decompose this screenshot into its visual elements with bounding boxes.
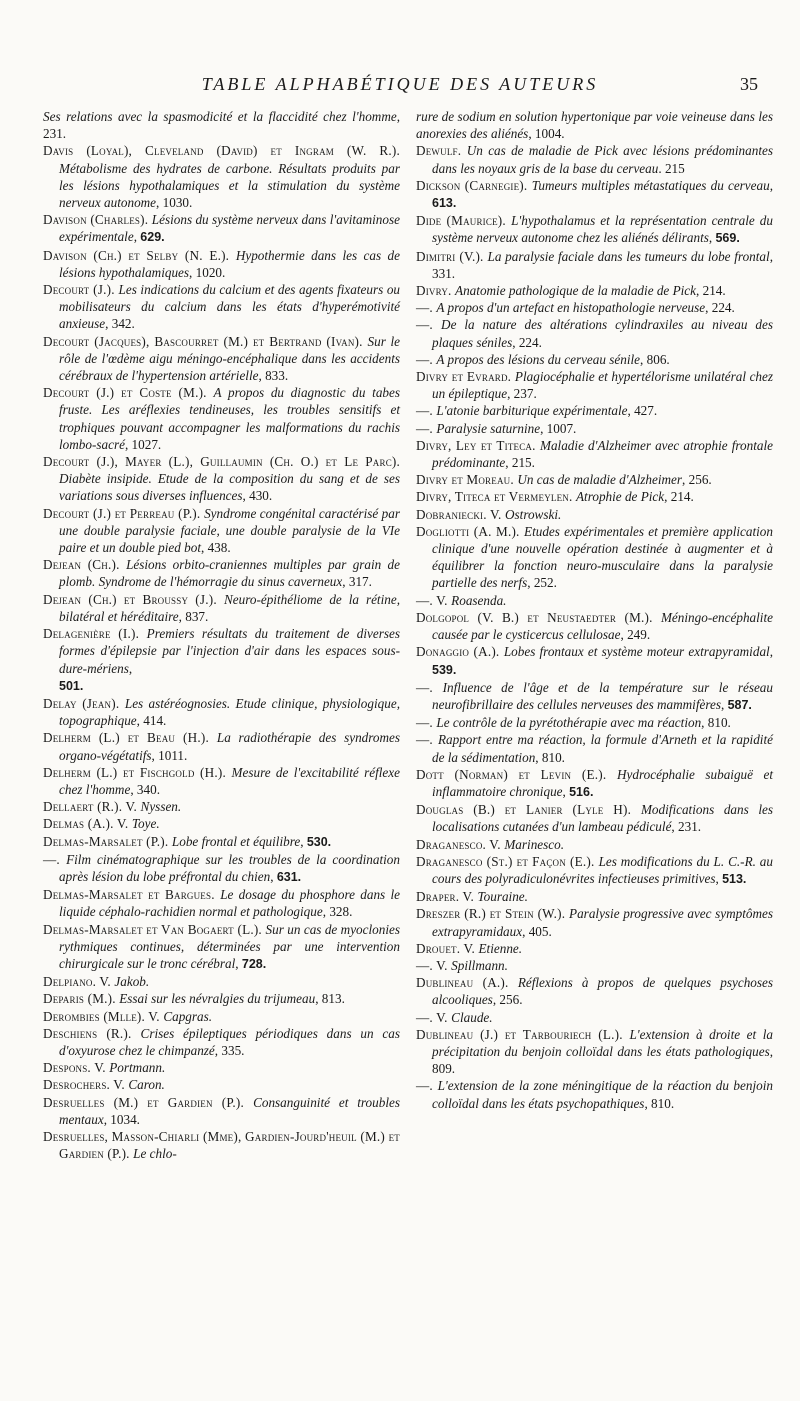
index-entry bbox=[43, 247, 400, 281]
index-entry bbox=[416, 679, 773, 714]
entry-page-ref: , 317. bbox=[342, 574, 372, 590]
index-entry bbox=[43, 815, 400, 832]
entry-page-ref: , 231. bbox=[671, 819, 702, 835]
entry-page-ref: , 224. bbox=[512, 334, 542, 350]
entry-title: A propos des lésions du cerveau sénile bbox=[436, 351, 641, 367]
page-number-bold: 569. bbox=[715, 231, 740, 246]
entry-author: Divry et Moreau. bbox=[416, 472, 518, 488]
page-number-bold: 728. bbox=[241, 956, 267, 971]
entry-title: Un cas de maladie d'Alzheimer bbox=[517, 472, 683, 488]
entry-title: Méningo-encéphalite causée par le cysticercus cellulosae bbox=[432, 609, 773, 643]
entry-title: Jakob. bbox=[114, 974, 150, 990]
index-entry bbox=[43, 695, 400, 729]
entry-page-ref: , 728. bbox=[235, 955, 267, 971]
entry-title: Lobe frontal et équilibre bbox=[171, 833, 301, 849]
entry-page-ref: , 631. bbox=[270, 868, 302, 884]
entry-title: Tumeurs multiples métastatiques du cerveau bbox=[531, 177, 770, 193]
index-entry bbox=[416, 766, 773, 801]
index-entry bbox=[43, 1094, 400, 1128]
entry-author: Dellaert (R.). V. bbox=[43, 799, 141, 815]
index-entry bbox=[416, 1026, 773, 1078]
entry-title: Le dosage du phosphore dans le liquide céphalo-rachidien normal et pathologique bbox=[59, 887, 400, 920]
index-entry bbox=[43, 973, 400, 990]
index-entry bbox=[43, 1076, 400, 1093]
index-entry bbox=[416, 801, 773, 835]
entry-title: Plagiocéphalie et hypertélorisme unilatéral chez un épileptique bbox=[432, 369, 774, 402]
entry-author: Decourt (J.) et Coste (M.). bbox=[43, 385, 214, 401]
entry-author: Dewulf. bbox=[416, 143, 467, 159]
index-entry bbox=[416, 592, 773, 609]
entry-title: Maladie d'Alzheimer avec atrophie frontale prédominante bbox=[432, 437, 773, 471]
entry-page-ref: , 569. bbox=[708, 230, 740, 246]
entry-page-ref: , 231. bbox=[43, 109, 400, 142]
entry-author: —. bbox=[43, 851, 67, 867]
entry-author: Delherm (L.) et Beau (H.). bbox=[43, 730, 217, 746]
entry-title: Syndrome congénital caractérisé par une double paralysie faciale, une double paralysie de la VIe paire et un double pied bot bbox=[59, 505, 400, 556]
entry-page-ref: , 438. bbox=[200, 540, 231, 556]
entry-page-ref: , 249. bbox=[620, 627, 651, 643]
right-column bbox=[416, 108, 773, 1112]
entry-author: Dickson (Carnegie). bbox=[416, 177, 532, 193]
entry-author: —. bbox=[416, 420, 437, 436]
entry-title: rure de sodium en solution hypertonique par voie veineuse dans les anorexies des aliénés bbox=[416, 109, 773, 142]
index-entry bbox=[416, 351, 773, 368]
entry-page-ref: , 629. bbox=[133, 229, 165, 245]
entry-title: De la nature des altérations cylindraxiles au niveau des plaques séniles bbox=[432, 317, 773, 350]
index-entry bbox=[416, 643, 773, 678]
entry-title: Nyssen. bbox=[140, 799, 182, 815]
entry-title: Crises épileptiques périodiques dans un cas d'oxyurose chez le chimpanzé bbox=[59, 1025, 400, 1058]
entry-author: Despons. V. bbox=[43, 1060, 110, 1076]
entry-title: Toye. bbox=[131, 816, 160, 832]
entry-page-ref: , 256. bbox=[492, 992, 523, 1008]
entry-author: Deschiens (R.). bbox=[43, 1025, 141, 1041]
entry-title: L'extension à droite et la précipitation du benjoin colloïdal dans les états pathologiques bbox=[432, 1026, 773, 1059]
entry-author: Decourt (J.) et Perreau (P.). bbox=[43, 505, 205, 521]
entry-page-ref: , 1020. bbox=[189, 264, 226, 280]
entry-title: Réflexions à propos de quelques psychoses alcooliques bbox=[432, 975, 774, 1008]
entry-author: Decourt (Jacques), Bascourret (M.) et Bertrand (Ivan). bbox=[43, 333, 368, 349]
index-entry bbox=[416, 523, 773, 592]
entry-title: Neuro-épithéliome de la rétine, bilatéral et héréditaire bbox=[59, 591, 400, 624]
entry-title: Sur le rôle de l'œdème aigu méningo-encéphalique dans les accidents cérébraux de l'hypertension artérielle bbox=[59, 333, 400, 384]
entry-page-ref: , 1004. bbox=[528, 126, 565, 142]
index-entry bbox=[416, 299, 773, 316]
entry-title: Claude. bbox=[451, 1009, 493, 1025]
entry-author: Dublineau (A.). bbox=[416, 975, 518, 991]
entry-page-ref: , 335. bbox=[214, 1042, 245, 1058]
entry-author: Dolgopol (V. B.) et Neustaedter (M.). bbox=[416, 609, 661, 625]
entry-author: Delpiano. V. bbox=[43, 974, 115, 990]
index-entry bbox=[43, 886, 400, 920]
entry-page-ref: , 1027. bbox=[124, 436, 162, 452]
index-entry bbox=[416, 1077, 773, 1111]
entry-page-ref: , 430. bbox=[242, 488, 273, 504]
index-entry bbox=[416, 957, 773, 974]
index-entry bbox=[416, 316, 773, 350]
entry-author: Dimitri (V.). bbox=[416, 248, 488, 264]
entry-page-ref: , 587. bbox=[720, 696, 752, 712]
entry-page-ref: , 342. bbox=[105, 316, 135, 332]
entry-author: Divry et Evrard. bbox=[416, 369, 515, 385]
entry-title: Le contrôle de la pyrétothérapie avec ma réaction bbox=[436, 715, 702, 731]
entry-title: Roasenda. bbox=[451, 592, 507, 608]
entry-author: Desruelles, Masson-Chiarli (Mme), Gardien-Jourd'heuil (M.) et Gardien (P.). bbox=[43, 1128, 400, 1162]
entry-title: Lésions orbito-craniennes multiples par grain de plomb. Syndrome de l'hémorragie du sinus caverneux bbox=[59, 557, 401, 590]
entry-author: Delay (Jean). bbox=[43, 695, 125, 711]
entry-title: Mesure de l'excitabilité réflexe chez l'homme bbox=[59, 764, 400, 797]
entry-author: Davison (Charles). bbox=[43, 212, 152, 228]
entry-title: L'hypothalamus et la représentation centrale du système nerveux autonome chez les aliénés délirants bbox=[432, 213, 773, 246]
index-entry bbox=[43, 1128, 400, 1162]
entry-page-ref: , 809. bbox=[432, 1043, 773, 1077]
index-entry bbox=[43, 142, 400, 211]
entry-page-ref: , 837. bbox=[178, 608, 209, 624]
entry-author: Draganesco. V. bbox=[416, 836, 505, 852]
entry-author: Draper. V. bbox=[416, 889, 478, 905]
entry-title: Premiers résultats du traitement de diverses formes d'épilepsie par l'injection d'air dans les espaces sous-dure-mériens bbox=[59, 626, 400, 676]
index-entry bbox=[416, 420, 773, 437]
entry-title: L'atonie barbiturique expérimentale bbox=[436, 403, 628, 419]
index-entry bbox=[43, 333, 400, 385]
entry-page-ref: , 214. bbox=[664, 489, 694, 505]
index-entry bbox=[43, 453, 400, 505]
index-entry bbox=[43, 1025, 400, 1059]
entry-page-ref: , 539. bbox=[432, 644, 773, 677]
entry-author: —. bbox=[416, 351, 437, 367]
entry-page-ref: , 806. bbox=[640, 351, 670, 367]
index-entry bbox=[43, 211, 400, 246]
entry-title: Touraine. bbox=[477, 889, 528, 905]
index-entry bbox=[43, 384, 400, 453]
entry-title: Marinesco. bbox=[504, 836, 565, 852]
entry-title: Capgras. bbox=[163, 1008, 213, 1024]
entry-page-ref: , 340. bbox=[130, 781, 160, 797]
entry-page-ref: , 810. bbox=[701, 715, 731, 731]
entry-page-ref: , 513. bbox=[715, 870, 747, 886]
entry-title: Ostrowski. bbox=[505, 506, 562, 522]
entry-page-ref: , 252. bbox=[527, 575, 557, 591]
page-header bbox=[0, 74, 800, 98]
index-entry bbox=[416, 142, 773, 176]
page-number-bold: 613. bbox=[432, 196, 457, 211]
entry-author: Delmas-Marsalet et Van Bogaert (L.). bbox=[43, 921, 266, 937]
index-entry bbox=[416, 488, 773, 505]
entry-title: Etudes expérimentales et première application clinique d'une nouvelle opération destinée à augmenter et à équilibrer la fonction neuro-musculaire dans la paralysie partielle des nerfs bbox=[432, 523, 773, 591]
entry-title: Atrophie de Pick bbox=[576, 489, 665, 505]
entry-title: Portmann. bbox=[109, 1060, 166, 1076]
index-entry bbox=[43, 108, 400, 142]
page-number-bold: 587. bbox=[727, 697, 752, 712]
entry-author: —. bbox=[416, 403, 437, 419]
entry-author: Davis (Loyal), Cleveland (David) et Ingram (W. R.). bbox=[43, 143, 400, 159]
entry-author: —. bbox=[416, 732, 438, 748]
left-column bbox=[43, 108, 400, 1162]
entry-author: —. bbox=[416, 300, 437, 316]
entry-author: Desruelles (M.) et Gardien (P.). bbox=[43, 1094, 254, 1110]
index-entry bbox=[43, 921, 400, 974]
index-entry bbox=[416, 402, 773, 419]
entry-title: La radiothérapie des syndromes organo-végétatifs bbox=[59, 730, 400, 763]
entry-title: Modifications dans les localisations cutanées d'un lambeau pédiculé bbox=[432, 802, 774, 835]
entry-page-ref: , 1007. bbox=[540, 420, 577, 436]
entry-author: —. V. bbox=[416, 957, 452, 973]
page-number-bold: 629. bbox=[140, 230, 165, 245]
index-entry bbox=[416, 974, 773, 1008]
index-entry bbox=[43, 505, 400, 557]
entry-title: Les indications du calcium et des agents fixateurs ou mobilisateurs du calcium dans les états d'hyperémotivité anxieuse bbox=[59, 282, 401, 332]
entry-author: Dott (Norman) et Levin (E.). bbox=[416, 766, 618, 782]
entry-page-ref: , 256. bbox=[682, 472, 712, 488]
entry-title: Paralysie saturnine bbox=[436, 420, 541, 436]
index-entry bbox=[43, 729, 400, 763]
entry-title: Hypothermie dans les cas de lésions hypothalamiques bbox=[59, 247, 400, 280]
index-entry bbox=[416, 506, 773, 523]
entry-author: —. bbox=[416, 715, 437, 731]
index-entry bbox=[416, 248, 773, 282]
entry-author: Decourt (J.), Mayer (L.), Guillaumin (Ch. O.) et Le Parc). bbox=[43, 454, 400, 470]
entry-page-ref: , 1034. bbox=[103, 1111, 140, 1127]
entry-author: Dogliotti (A. M.). bbox=[416, 523, 525, 539]
entry-author: Delmas-Marsalet (P.). bbox=[43, 833, 172, 849]
running-title: TABLE ALPHABÉTIQUE DES AUTEURS bbox=[201, 74, 599, 94]
entry-page-ref: , 405. bbox=[522, 923, 552, 939]
entry-author: Drouet. V. bbox=[416, 940, 479, 956]
page-number-bold: 516. bbox=[569, 784, 594, 799]
entry-title: Lésions du système nerveux dans l'avitaminose expérimentale bbox=[59, 212, 400, 245]
entry-page-ref: , 237. bbox=[507, 386, 537, 402]
entry-author: —. bbox=[416, 1078, 438, 1094]
entry-page-ref: , 833. bbox=[258, 368, 289, 384]
entry-title: Essai sur les névralgies du trijumeau bbox=[119, 991, 316, 1007]
entry-page-ref: , bbox=[128, 660, 133, 676]
entry-title: Métabolisme des hydrates de carbone. Résultats produits par les lésions hypothalamiques et la stimulation du système nerveux autonome bbox=[59, 160, 400, 211]
entry-page-ref: , 214. bbox=[696, 283, 726, 299]
entry-title: L'extension de la zone méningitique de la réaction du benjoin colloïdal dans les états psychopathiques bbox=[432, 1078, 773, 1111]
entry-author: Dejean (Ch.). bbox=[43, 557, 127, 573]
entry-author: —. V. bbox=[416, 1009, 452, 1025]
entry-author: Dublineau (J.) et Tarbouriech (L.). bbox=[416, 1026, 630, 1042]
index-entry bbox=[416, 609, 773, 643]
entry-page-ref: 501. bbox=[59, 678, 84, 693]
entry-title: A propos du diagnostic du tabes fruste. Les aréflexies tendineuses, les troubles sensitifs et trophiques pouvant accompagner les malformations du rachis lombo-sacré bbox=[59, 385, 400, 452]
entry-title: Etienne. bbox=[478, 940, 523, 956]
index-entry bbox=[43, 281, 400, 333]
index-entry bbox=[43, 556, 400, 590]
index-entry bbox=[43, 833, 400, 851]
entry-author: Deparis (M.). bbox=[43, 991, 120, 1007]
entry-page-ref: , 331. bbox=[432, 248, 773, 281]
entry-title: Consanguinité et troubles mentaux bbox=[59, 1094, 400, 1127]
entry-author: Delherm (L.) et Fischgold (H.). bbox=[43, 764, 232, 780]
index-entry bbox=[416, 108, 773, 142]
entry-title: Caron. bbox=[128, 1077, 165, 1093]
index-entry bbox=[416, 888, 773, 905]
entry-title: Paralysie progressive avec symptômes extrapyramidaux bbox=[432, 906, 774, 939]
entry-page-ref: , 224. bbox=[705, 300, 735, 316]
entry-title: Le chlo- bbox=[133, 1146, 177, 1162]
index-entry bbox=[416, 905, 773, 939]
entry-title: Sur un cas de myoclonies rythmiques continues, déterminées par une intervention chirurgicale sur le tronc cérébral bbox=[59, 921, 400, 971]
entry-author: Dide (Maurice). bbox=[416, 213, 512, 229]
entry-author: Delagenière (I.). bbox=[43, 626, 147, 642]
index-entry bbox=[43, 990, 400, 1007]
entry-title: A propos d'un artefact en histopathologie nerveuse bbox=[436, 300, 706, 316]
entry-title: Influence de l'âge et de la température sur le réseau neurofibrillaire des cellules nerveuses des mammifères bbox=[432, 679, 773, 712]
index-entry bbox=[416, 368, 773, 402]
entry-page-ref: , 414. bbox=[136, 713, 167, 729]
entry-page-ref: , 1030. bbox=[156, 195, 193, 211]
index-entry bbox=[416, 940, 773, 957]
entry-page-ref: , 215. bbox=[505, 455, 535, 471]
index-entry bbox=[43, 591, 400, 625]
entry-author: Divry, Ley et Titeca. bbox=[416, 437, 540, 453]
entry-author: Dobraniecki. V. bbox=[416, 506, 505, 522]
entry-author: Douglas (B.) et Lanier (Lyle H). bbox=[416, 802, 641, 818]
entry-title: Les modifications du L. C.-R. au cours des polyradiculonévrites infectieuses primitives bbox=[432, 853, 773, 886]
entry-page-ref: , 613. bbox=[432, 177, 774, 211]
index-entry bbox=[43, 625, 400, 695]
index-entry bbox=[43, 1059, 400, 1076]
index-entry bbox=[43, 764, 400, 798]
entry-author: Dejean (Ch.) et Broussy (J.). bbox=[43, 591, 224, 607]
index-entry bbox=[416, 471, 773, 488]
entry-page-ref: , 516. bbox=[562, 783, 594, 799]
entry-page-ref: , 1011. bbox=[151, 747, 188, 763]
index-entry bbox=[416, 282, 773, 299]
entry-author: Decourt (J.). bbox=[43, 282, 119, 298]
entry-page-ref: , 810. bbox=[535, 749, 565, 765]
entry-title: Spillmann. bbox=[451, 957, 508, 973]
entry-author: Delmas (A.). V. bbox=[43, 816, 132, 832]
entry-title: Rapport entre ma réaction, la formule d'Arneth et la rapidité de la sédimentation bbox=[432, 732, 773, 765]
entry-title: Film cinématographique sur les troubles de la coordination après lésion du lobe préfrontal du chien bbox=[59, 851, 400, 884]
entry-page-ref: , 328. bbox=[322, 904, 353, 920]
entry-author: —. V. bbox=[416, 592, 452, 608]
index-entry bbox=[43, 851, 400, 886]
index-entry bbox=[416, 437, 773, 471]
entry-page-ref: , 530. bbox=[300, 833, 332, 849]
page-number-bold: 513. bbox=[722, 871, 747, 886]
index-entry bbox=[416, 731, 773, 765]
entry-title: Anatomie pathologique de la maladie de Pick bbox=[455, 283, 697, 299]
entry-author: Davison (Ch.) et Selby (N. E.). bbox=[43, 247, 236, 263]
entry-page-ref: . 215 bbox=[658, 160, 685, 176]
entry-author: Draganesco (St.) et Façon (E.). bbox=[416, 853, 599, 869]
entry-author: Dreszer (R.) et Stein (W.). bbox=[416, 906, 570, 922]
page-number: 35 bbox=[740, 74, 758, 94]
index-entry bbox=[416, 1009, 773, 1026]
entry-title: Ses relations avec la spasmodicité et la flaccidité chez l'homme bbox=[43, 109, 397, 124]
index-entry bbox=[416, 853, 773, 888]
entry-author: Derombies (Mlle). V. bbox=[43, 1008, 164, 1024]
index-entry bbox=[43, 1008, 400, 1025]
index-entry bbox=[416, 212, 773, 247]
entry-page-ref: , 810. bbox=[644, 1095, 675, 1111]
entry-author: Divry, Titeca et Vermeylen. bbox=[416, 489, 576, 505]
entry-title: Lobes frontaux et système moteur extrapyramidal bbox=[503, 644, 770, 660]
entry-author: Donaggio (A.). bbox=[416, 644, 504, 660]
entry-page-ref: , 427. bbox=[627, 403, 658, 419]
page-number-bold: 631. bbox=[276, 869, 302, 884]
entry-title: Diabète insipide. Etude de la composition du sang et de ses variations sous diverses influences bbox=[59, 471, 400, 504]
entry-title: Les astéréognosies. Etude clinique, physiologique, topographique bbox=[59, 695, 400, 729]
entry-author: —. bbox=[416, 679, 443, 695]
index-entry bbox=[43, 798, 400, 815]
index-entry bbox=[416, 177, 773, 212]
entry-title: La paralysie faciale dans les tumeurs du lobe frontal bbox=[487, 248, 770, 264]
entry-title: Hydrocéphalie subaiguë et inflammatoire chronique bbox=[432, 766, 774, 799]
entry-author: Delmas-Marsalet et Bargues. bbox=[43, 887, 221, 903]
page-number-bold: 539. bbox=[432, 662, 457, 677]
index-entry bbox=[416, 714, 773, 731]
entry-author: —. bbox=[416, 317, 442, 333]
page-number-bold: 530. bbox=[306, 834, 332, 849]
entry-title: Un cas de maladie de Pick avec lésions prédominantes dans les noyaux gris de la base du cerveau bbox=[432, 143, 773, 176]
entry-author: Divry. bbox=[416, 283, 456, 299]
entry-page-ref: , 813. bbox=[315, 991, 345, 1007]
entry-author: Desrochers. V. bbox=[43, 1077, 129, 1093]
index-entry bbox=[416, 836, 773, 853]
